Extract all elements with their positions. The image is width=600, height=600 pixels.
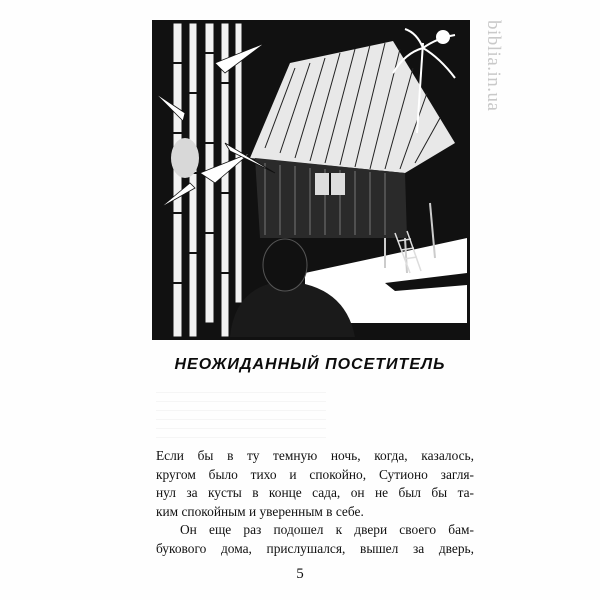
text-line: ким спокойным и уверенным в себе. — [156, 503, 364, 519]
text-line: кругом было тихо и спокойно, Сутионо загля- — [156, 466, 474, 482]
text-line: Он еще раз подошел к двери своего бам- — [180, 522, 474, 537]
body-text — [156, 447, 474, 558]
page-number: 5 — [296, 566, 304, 582]
bleed-through-text — [156, 392, 326, 440]
watermark: biblia.in.ua — [483, 20, 504, 112]
text-line: букового дома, прислушался, вышел за дверь, — [156, 540, 474, 556]
chapter-title: НЕОЖИДАННЫЙ ПОСЕТИТЕЛЬ — [174, 356, 446, 373]
text-line: Если бы в ту темную ночь, когда, казалось, — [156, 448, 474, 463]
text-line: нул за кусты в конце сада, он не был бы та- — [156, 485, 474, 500]
chapter-illustration — [152, 20, 470, 340]
